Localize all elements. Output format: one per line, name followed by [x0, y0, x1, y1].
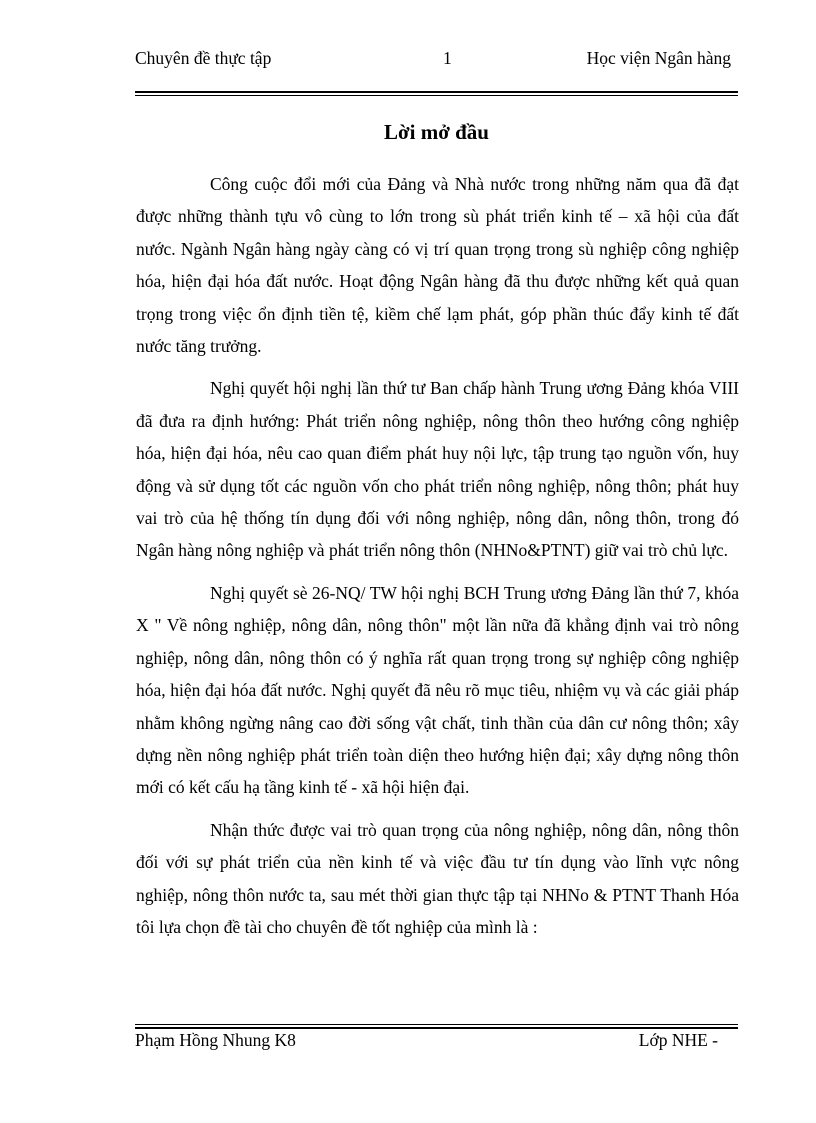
header-course-title: Chuyên đề thực tập [135, 48, 272, 68]
header-page-number: 1 [443, 48, 452, 68]
footer-rule-top [135, 1024, 738, 1025]
page-header [135, 48, 738, 72]
document-body [136, 168, 739, 953]
paragraph: Công cuộc đổi mới của Đảng và Nhà nước trong những năm qua đã đạt được những thành tựu vô cùng to lớn trong sù phát triển kinh tế – xã hội của đất nước. Ngành Ngân hàng ngày càng có vị trí quan trọng trong sù nghiệp công nghiệp hóa, hiện đại hóa đất nước. Hoạt động Ngân hàng đã thu được những kết quả quan trọng trong việc ổn định tiền tệ, kiềm chế lạm phát, góp phần thúc đẩy kinh tế đất nước tăng trưởng. [136, 174, 739, 357]
paragraph: Nghị quyết sè 26-NQ/ TW hội nghị BCH Trung ương Đảng lần thứ 7, khóa X " Về nông nghiệp, nông dân, nông thôn" một lần nữa đã khẳng định vai trò nông nghiệp, nông dân, nông thôn có ý nghĩa rất quan trọng trong sự nghiệp công nghiệp hóa, hiện đại hóa đất nước. Nghị quyết đã nêu rõ mục tiêu, nhiệm vụ và các giải pháp nhằm không ngừng nâng cao đời sống vật chất, tinh thần của dân cư nông thôn; xây dựng nền nông nghiệp phát triển toàn diện theo hướng hiện đại; xây dựng nông thôn mới có kết cấu hạ tầng kinh tế - xã hội hiện đại. [136, 582, 739, 798]
footer-author: Phạm Hồng Nhung K8 [135, 1030, 296, 1050]
header-rule-bottom [135, 95, 738, 96]
page-title: Lời mở đầu [384, 120, 489, 144]
paragraph: Nghị quyết hội nghị lần thứ tư Ban chấp hành Trung ương Đảng khóa VIII đã đưa ra định hướng: Phát triển nông nghiệp, nông thôn theo hướng công nghiệp hóa, hiện đại hóa, nêu cao quan điểm phát huy nội lực, tập trung tạo nguồn vốn, huy động và sử dụng tốt các nguồn vốn cho phát triển nông nghiệp, nông thôn; phát huy vai trò của hệ thống tín dụng đối với nông nghiệp, nông dân, nông thôn, trong đó Ngân hàng nông nghiệp và phát triển nông thôn (NHNo&PTNT) giữ vai trò chủ lực. [136, 378, 739, 561]
header-institution: Học viện Ngân hàng [586, 48, 731, 68]
header-rule-top [135, 91, 738, 93]
footer-class: Lớp NHE - [638, 1030, 718, 1050]
paragraph: Nhận thức được vai trò quan trọng của nông nghiệp, nông dân, nông thôn đối với sự phát triển của nền kinh tế và việc đầu tư tín dụng vào lĩnh vực nông nghiệp, nông thôn nước ta, sau mét thời gian thực tập tại NHNo & PTNT Thanh Hóa tôi lựa chọn đề tài cho chuyên đề tốt nghiệp của mình là : [136, 819, 739, 937]
